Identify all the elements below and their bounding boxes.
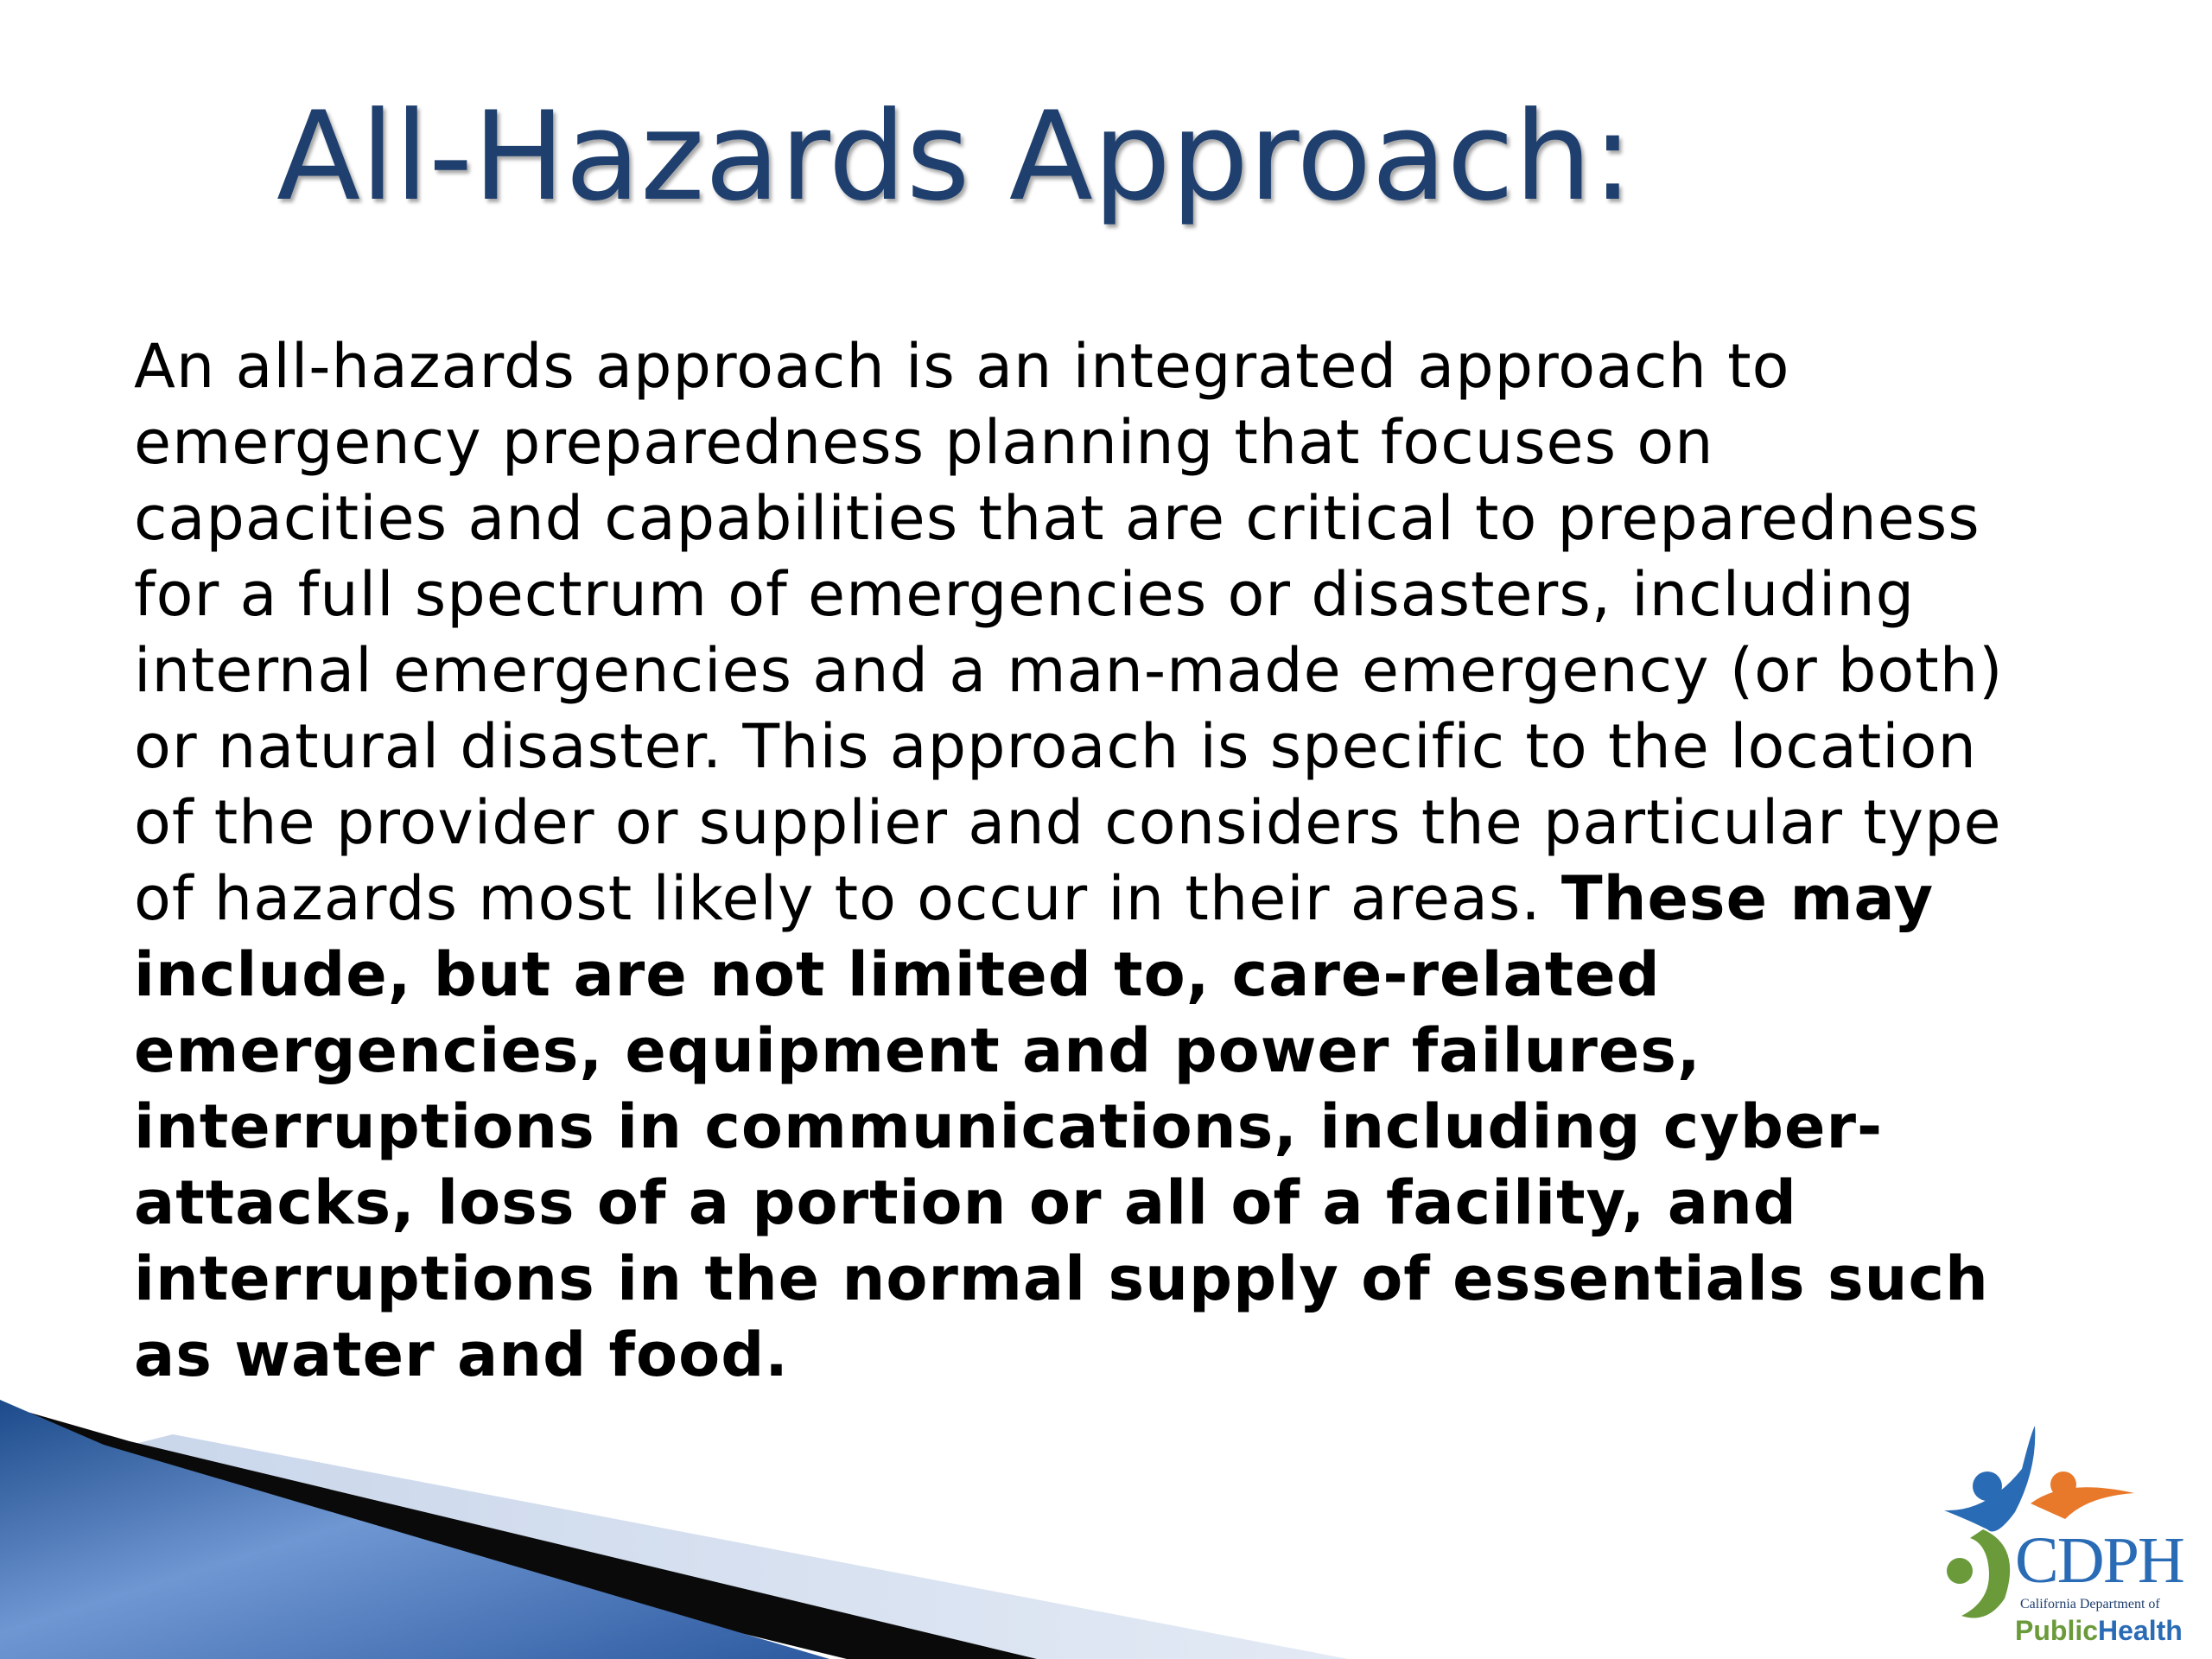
- logo-subtitle: California Department of: [2020, 1597, 2160, 1611]
- logo-health-text: Health: [2098, 1615, 2183, 1646]
- body-regular-text: An all-hazards approach is an integrated approach to emergency preparedness planning that focuses on capacities and capabilities that are critical to preparedness for a full spectrum of emergencies or disasters, including internal emergencies and a man-made emergency (or both) or natural disaster. This approach is specific to the location of the provider or supplier and considers the particular type of hazards most likely to occur in their areas.: [134, 331, 2004, 934]
- logo-public-text: Public: [2015, 1615, 2099, 1646]
- logo-publichealth: [2015, 1614, 2183, 1647]
- slide-body-text: [134, 328, 2035, 1393]
- cdph-logo: [1936, 1417, 2203, 1655]
- logo-cdph-text: CDPH: [2015, 1524, 2183, 1597]
- slide-title: All-Hazards Approach:: [276, 86, 1634, 228]
- body-bold-text: These may include, but are not limited to, care-related emergencies, equipment and power failures, interruptions in communications, including cyber-attacks, loss of a portion or all of a facility, and interruptions in the normal supply of essentials such as water and food.: [134, 863, 1989, 1390]
